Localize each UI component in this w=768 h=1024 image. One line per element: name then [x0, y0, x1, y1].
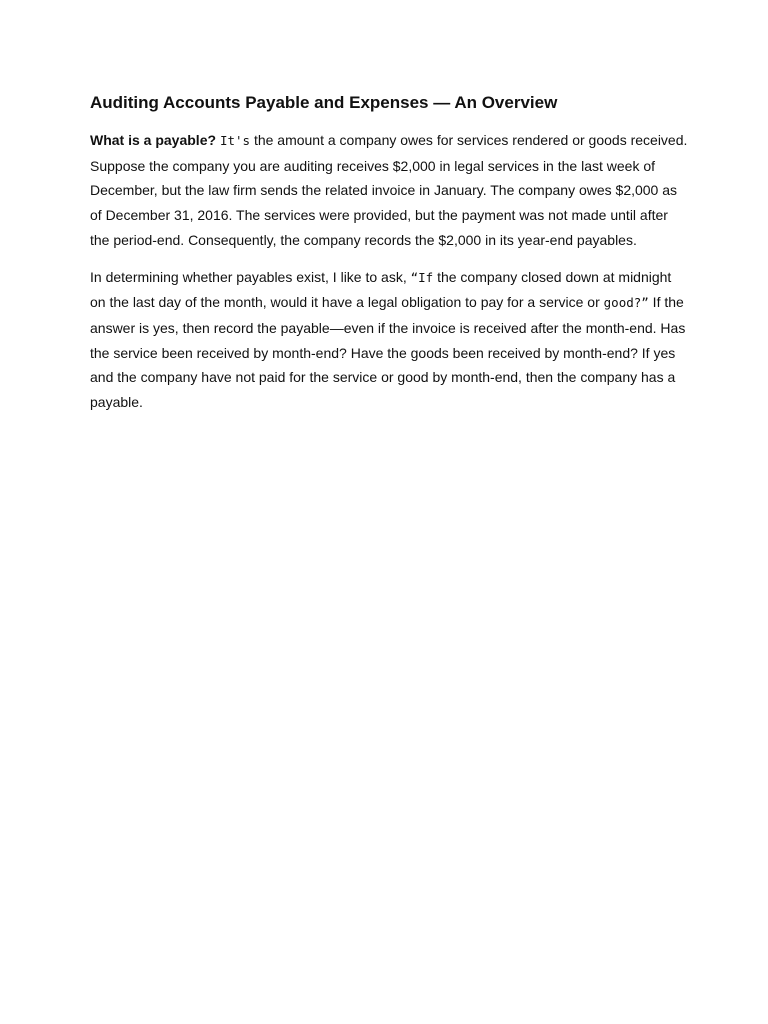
paragraph-payable-definition: [90, 128, 690, 253]
quote-open-if: “If: [410, 269, 434, 285]
document-page: [90, 92, 690, 427]
mono-its: It's: [219, 133, 251, 148]
payable-question-lead: What is a payable?: [90, 132, 217, 148]
document-title: Auditing Accounts Payable and Expenses — An Overview: [90, 93, 558, 112]
quote-close-good: good?”: [603, 295, 649, 311]
paragraph1-body: the amount a company owes for services rendered or goods received. Suppose the company you are auditing receives $2,000 in legal services in the last week of December, but the law firm sends the related invoice in January. The company owes $2,000 as of December 31, 2016. The services were provided, but the payment was not made until after the period-end. Consequently, the company records the $2,000 in its year-end payables.: [90, 132, 688, 248]
paragraph2-text-a: In determining whether payables exist, I like to ask,: [90, 268, 411, 285]
paragraph-determining-payables: [90, 265, 690, 415]
paragraph2-text-b: the company closed down at midnight on the last day of the month, would it have a legal obligation to pay for a service or: [90, 268, 672, 311]
paragraph2-text-c: If the answer is yes, then record the payable—even if the invoice is received after the month-end. Has the service been received by month-end? Have the goods been received by month-end? If yes and the company have not paid for the service or good by month-end, then the company has a payable.: [90, 294, 686, 411]
